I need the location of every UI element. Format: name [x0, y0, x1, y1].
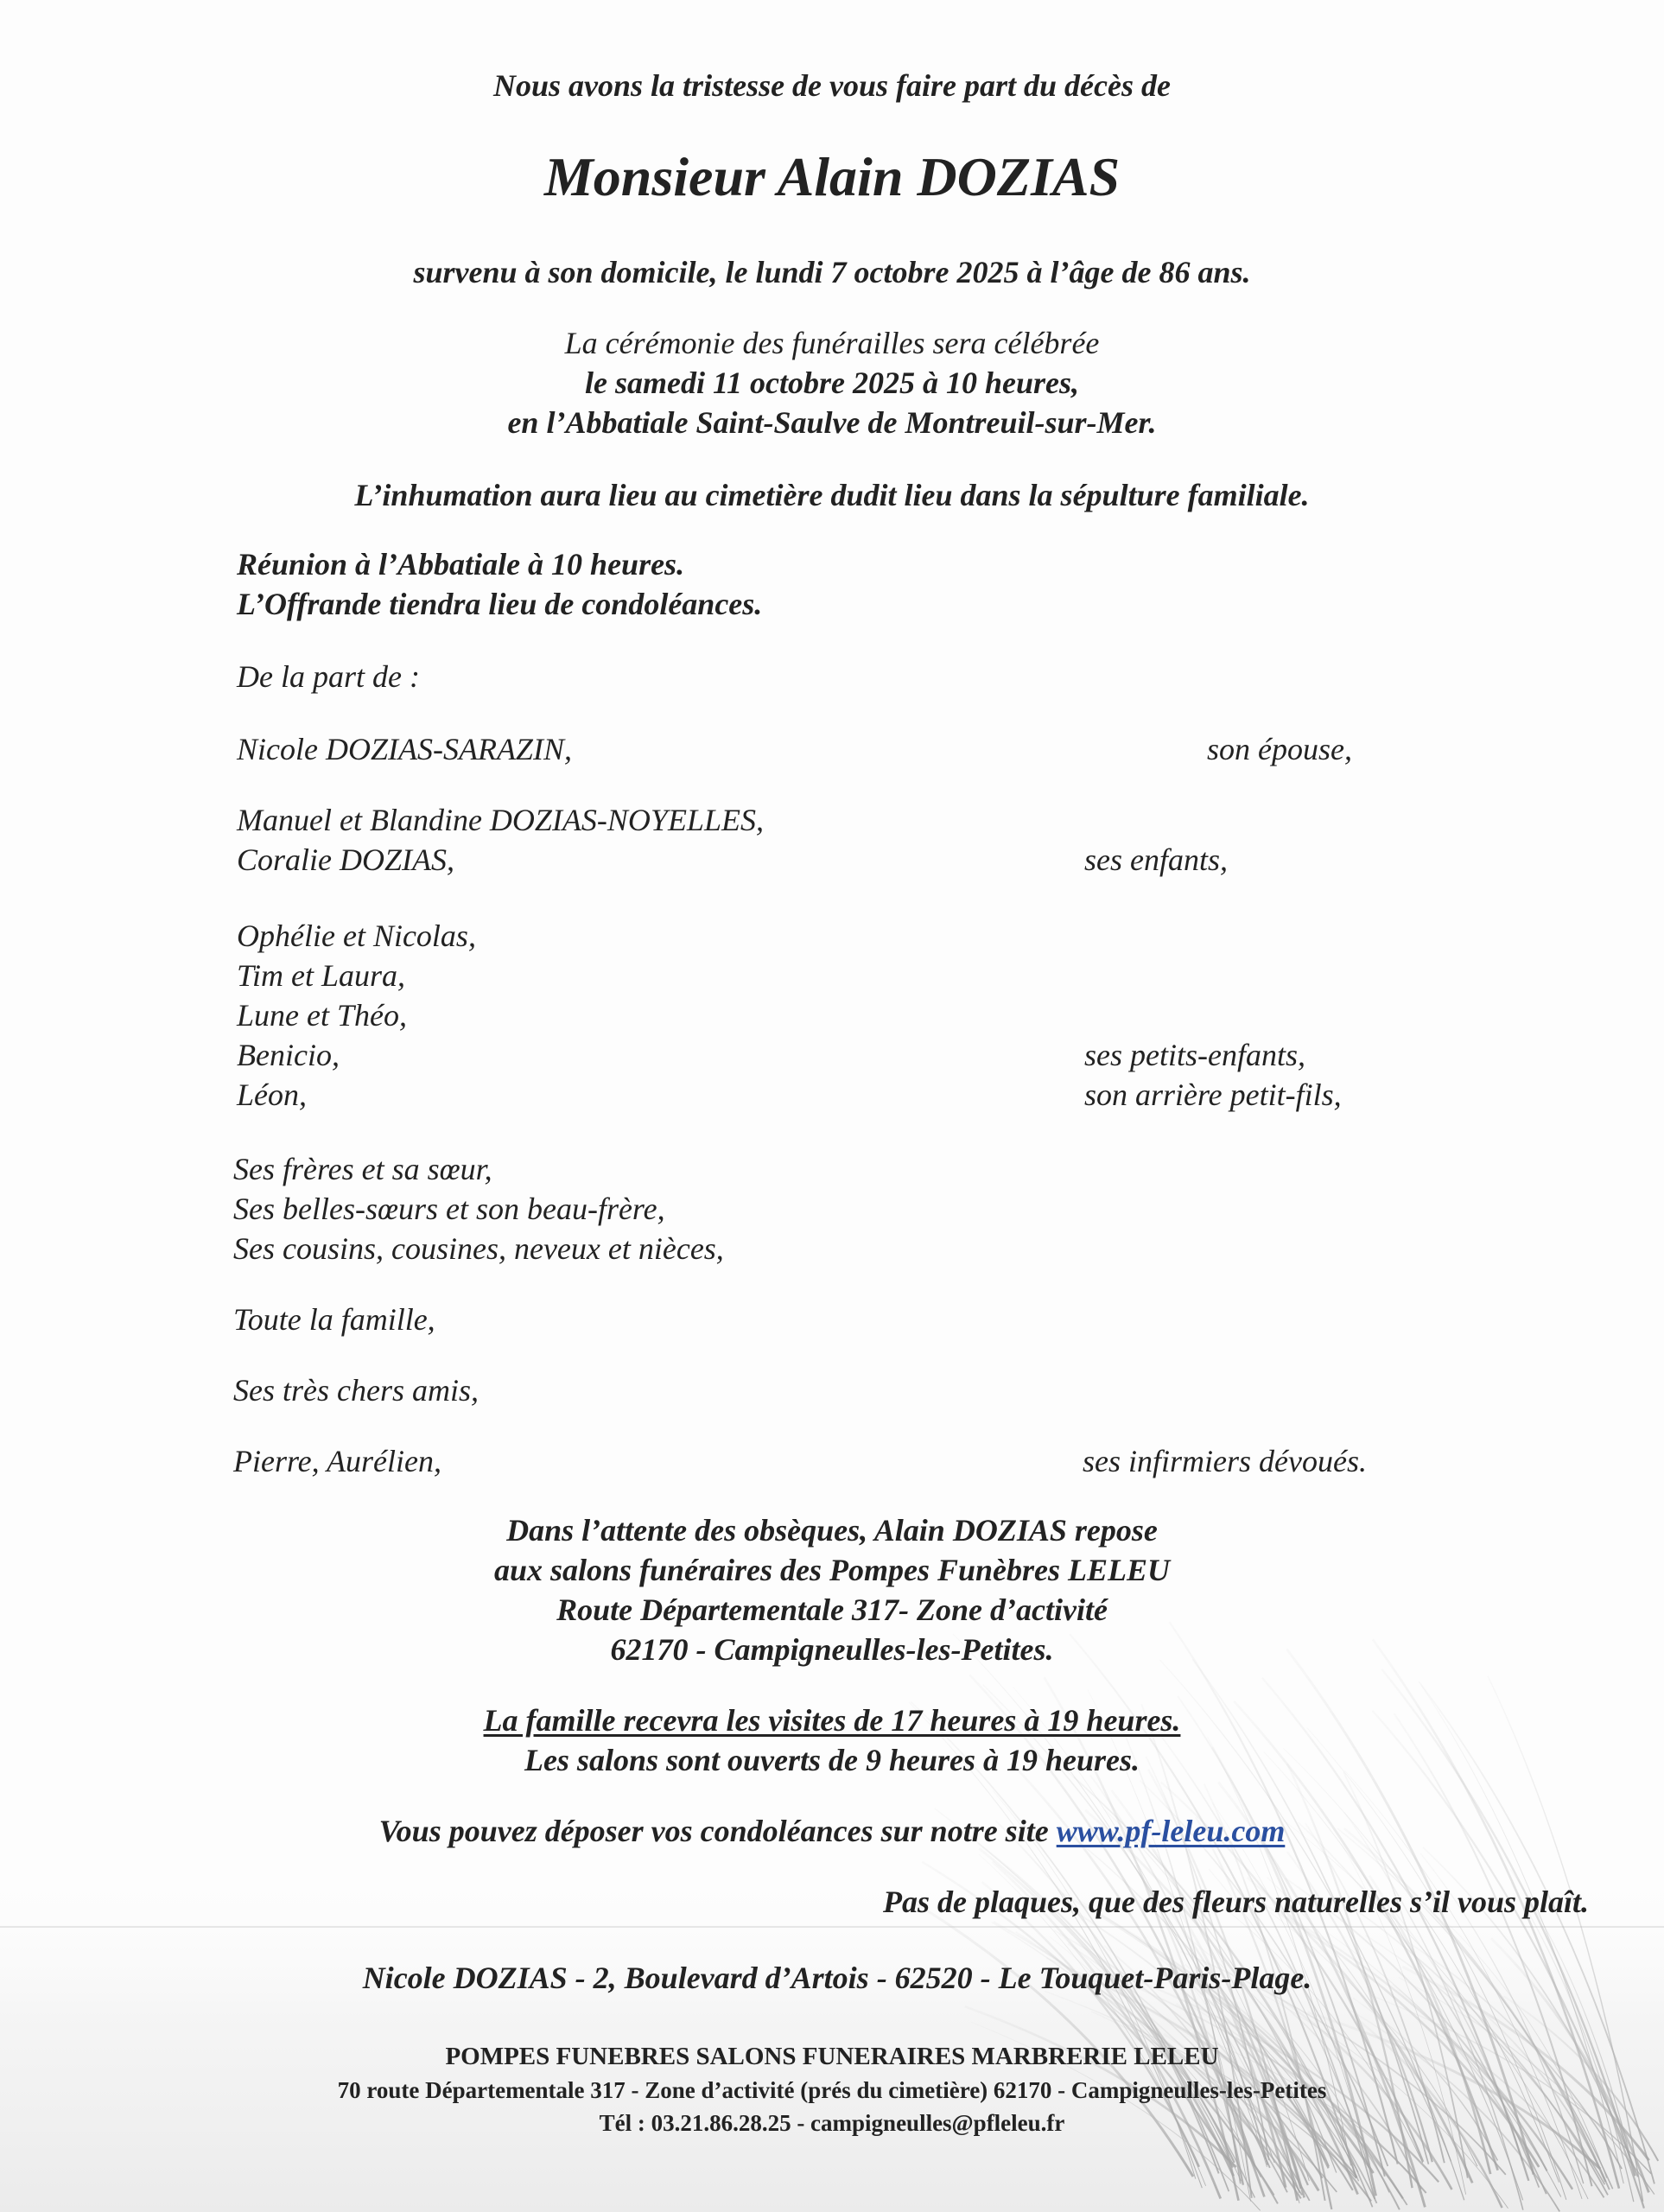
- child-2: Coralie DOZIAS,: [237, 842, 454, 877]
- dear-friends: Ses très chers amis,: [233, 1373, 479, 1408]
- grandchild-2: Tim et Laura,: [237, 958, 406, 993]
- child-1: Manuel et Blandine DOZIAS-NOYELLES,: [237, 803, 764, 837]
- great-grandchild-role: son arrière petit-fils,: [1084, 1077, 1342, 1112]
- burial-text: L’inhumation aura lieu au cimetière dudit lieu dans la sépulture familiale.: [354, 478, 1310, 512]
- meeting-line-1: Réunion à l’Abbatiale à 10 heures.: [237, 547, 685, 582]
- ceremony-line-1: La cérémonie des funérailles sera célébrée: [564, 326, 1100, 360]
- grandchild-3: Lune et Théo,: [237, 998, 407, 1033]
- footer-company: POMPES FUNEBRES SALONS FUNERAIRES MARBRERIE LELEU: [445, 2043, 1219, 2070]
- ceremony-line-2: le samedi 11 octobre 2025 à 10 heures,: [585, 365, 1079, 400]
- siblings-line-2: Ses belles-sœurs et son beau-frère,: [233, 1192, 665, 1226]
- siblings-line-1: Ses frères et sa sœur,: [233, 1152, 492, 1186]
- rest-line-4: 62170 - Campigneulles-les-Petites.: [610, 1632, 1054, 1667]
- condolences-link[interactable]: www.pf-leleu.com: [1056, 1814, 1286, 1848]
- ceremony-line-3: en l’Abbatiale Saint-Saulve de Montreuil-sur-Mer.: [507, 405, 1157, 440]
- footer-address: 70 route Départementale 317 - Zone d’activité (prés du cimetière) 62170 - Campigneulles-les-Petites: [337, 2077, 1327, 2103]
- rest-line-3: Route Départementale 317- Zone d’activité: [556, 1592, 1108, 1627]
- visits-line-2: Les salons sont ouverts de 9 heures à 19 heures.: [524, 1743, 1140, 1777]
- siblings-line-3: Ses cousins, cousines, neveux et nièces,: [233, 1231, 724, 1266]
- rest-line-1: Dans l’attente des obsèques, Alain DOZIAS repose: [506, 1513, 1158, 1548]
- nurses-role: ses infirmiers dévoués.: [1083, 1444, 1367, 1478]
- whole-family: Toute la famille,: [233, 1302, 435, 1337]
- great-grandchild: Léon,: [237, 1077, 307, 1112]
- spouse-role: son épouse,: [1207, 732, 1352, 766]
- nurses-names: Pierre, Aurélien,: [233, 1444, 441, 1478]
- grandchild-4: Benicio,: [237, 1038, 340, 1072]
- meeting-line-2: L’Offrande tiendra lieu de condoléances.: [237, 587, 763, 621]
- visits-line-1-wrap: [0, 1702, 1664, 1738]
- rest-line-2: aux salons funéraires des Pompes Funèbres LELEU: [493, 1553, 1171, 1587]
- grandchild-1: Ophélie et Nicolas,: [237, 918, 476, 953]
- spouse-name: Nicole DOZIAS-SARAZIN,: [237, 732, 572, 766]
- condolences-line: [0, 1813, 1664, 1849]
- deceased-name: Monsieur Alain DOZIAS: [543, 146, 1121, 207]
- family-address: Nicole DOZIAS - 2, Boulevard d’Artois - 62520 - Le Touquet-Paris-Plage.: [362, 1961, 1312, 1995]
- condolences-text: Vous pouvez déposer vos condoléances sur notre site: [378, 1814, 1057, 1848]
- children-role: ses enfants,: [1084, 842, 1228, 877]
- footer-contact: Tél : 03.21.86.28.25 - campigneulles@pfleleu.fr: [599, 2110, 1065, 2136]
- flowers-note: Pas de plaques, que des fleurs naturelles s’il vous plaît.: [882, 1885, 1589, 1919]
- grandchildren-role: ses petits-enfants,: [1084, 1038, 1305, 1072]
- from-label: De la part de :: [237, 659, 420, 694]
- visits-line-1: La famille recevra les visites de 17 heures à 19 heures.: [483, 1703, 1181, 1738]
- death-details: survenu à son domicile, le lundi 7 octobre 2025 à l’âge de 86 ans.: [413, 255, 1251, 289]
- intro-text: Nous avons la tristesse de vous faire part du décès de: [493, 68, 1171, 103]
